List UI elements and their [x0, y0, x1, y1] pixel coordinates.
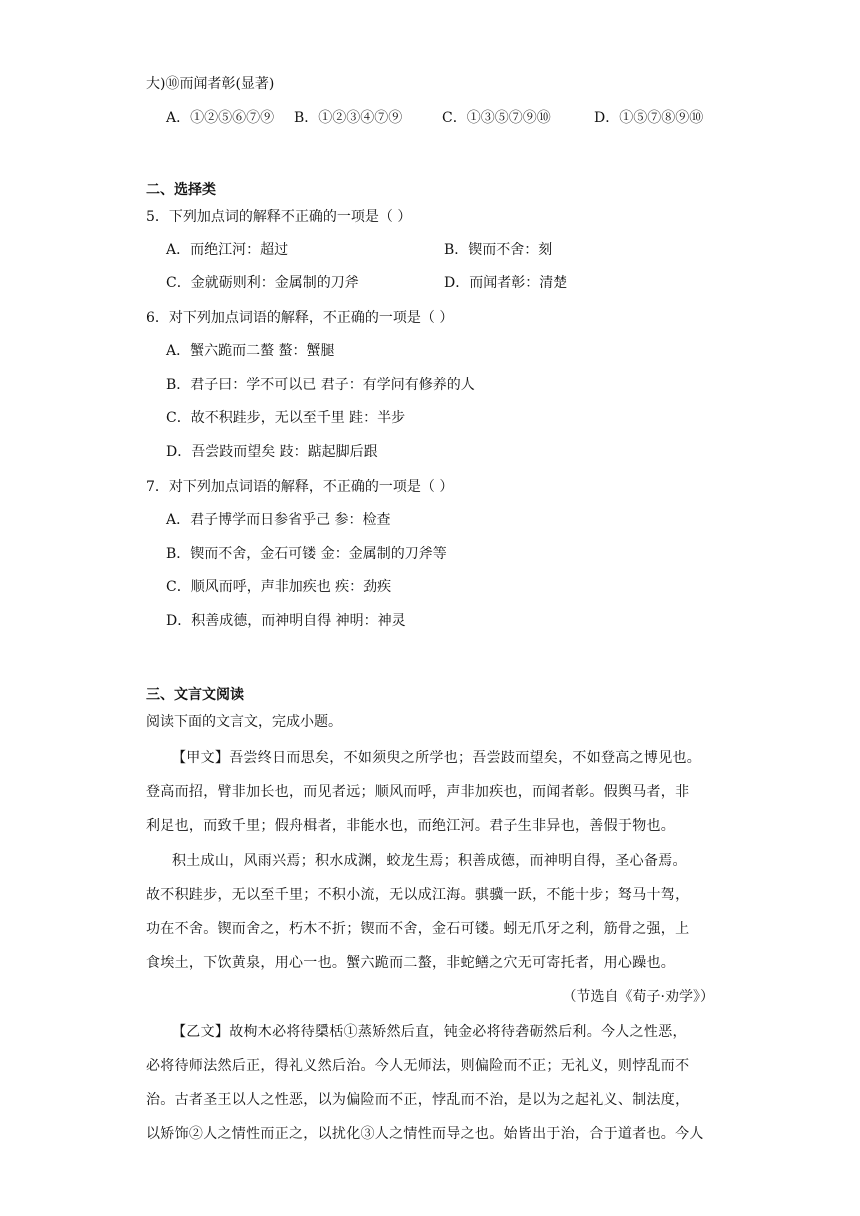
jia-line-2: 登高而招，臂非加长也，而见者远；顺风而呼，声非加疾也，而闻者彰。假舆马者，非	[146, 784, 690, 800]
q6-option-a[interactable]: A．蟹六跪而二螯 螯：蟹腿	[166, 343, 335, 359]
jia-source: （节选自《荀子·劝学》）	[562, 989, 714, 1005]
q6-option-c[interactable]: C．故不积跬步，无以至千里 跬：半步	[166, 410, 406, 426]
q5-stem: 5．下列加点词的解释不正确的一项是（ ）	[146, 209, 412, 225]
yi-line-4: 以矫饰②人之情性而正之，以扰化③人之情性而导之也。始皆出于治，合于道者也。今人	[146, 1126, 704, 1142]
q6-option-b[interactable]: B．君子曰：学不可以已 君子：有学问有修养的人	[166, 377, 475, 393]
q4-tail-line: 大)⑩而闻者彰(显著)	[146, 76, 275, 92]
q5-option-d[interactable]: D．而闻者彰：清楚	[444, 275, 568, 291]
jia-line-4: 积土成山，风雨兴焉；积水成渊，蛟龙生焉；积善成德，而神明自得，圣心备焉。	[172, 853, 687, 869]
q5-option-c[interactable]: C．金就砺则利：金属制的刀斧	[166, 275, 359, 291]
jia-line-7: 食埃土，下饮黄泉，用心一也。蟹六跪而二螯，非蛇鳝之穴无可寄托者，用心躁也。	[146, 955, 676, 971]
jia-line-6: 功在不舍。锲而舍之，朽木不折；锲而不舍，金石可镂。蚓无爪牙之利，筋骨之强，上	[146, 921, 690, 937]
q4-option-c[interactable]: C．①③⑤⑦⑨⑩	[442, 110, 551, 126]
q7-option-d[interactable]: D．积善成德，而神明自得 神明：神灵	[166, 613, 406, 629]
q7-option-c[interactable]: C．顺风而呼，声非加疾也 疾：劲疾	[166, 579, 392, 595]
jia-line-3: 利足也，而致千里；假舟楫者，非能水也，而绝江河。君子生非异也，善假于物也。	[146, 818, 676, 834]
q7-option-b[interactable]: B．锲而不舍，金石可镂 金：金属制的刀斧等	[166, 546, 447, 562]
q4-option-d[interactable]: D．①⑤⑦⑧⑨⑩	[594, 110, 704, 126]
q4-option-b[interactable]: B．①②③④⑦⑨	[294, 110, 403, 126]
yi-line-3: 治。古者圣王以人之性恶，以为偏险而不正，悖乱而不治，是以为之起礼义、制法度，	[146, 1092, 690, 1108]
q7-option-a[interactable]: A．君子博学而日参省乎己 参：检查	[166, 512, 391, 528]
q6-stem: 6．对下列加点词语的解释，不正确的一项是（ ）	[146, 310, 454, 326]
q7-stem: 7．对下列加点词语的解释，不正确的一项是（ ）	[146, 479, 454, 495]
q5-option-b[interactable]: B．锲而不舍：刻	[444, 242, 553, 258]
q6-option-d[interactable]: D．吾尝跂而望矣 跂：踮起脚后跟	[166, 444, 378, 460]
section2-title: 二、选择类	[146, 182, 216, 198]
section3-instruction: 阅读下面的文言文，完成小题。	[146, 714, 342, 730]
section3-title: 三、文言文阅读	[146, 687, 244, 703]
q5-option-a[interactable]: A．而绝江河：超过	[166, 242, 289, 258]
yi-line-2: 必将待师法然后正，得礼义然后治。今人无师法，则偏险而不正；无礼义，则悖乱而不	[146, 1058, 690, 1074]
jia-line-5: 故不积跬步，无以至千里；不积小流，无以成江海。骐骥一跃，不能十步；驽马十驾，	[146, 887, 690, 903]
yi-line-1: 【乙文】故枸木必将待檃栝①蒸矫然后直，钝金必将待砻砺然后利。今人之性恶，	[172, 1024, 687, 1040]
jia-line-1: 【甲文】吾尝终日而思矣，不如须臾之所学也；吾尝跂而望矣，不如登高之博见也。	[172, 750, 702, 766]
q4-option-a[interactable]: A．①②⑤⑥⑦⑨	[166, 110, 275, 126]
